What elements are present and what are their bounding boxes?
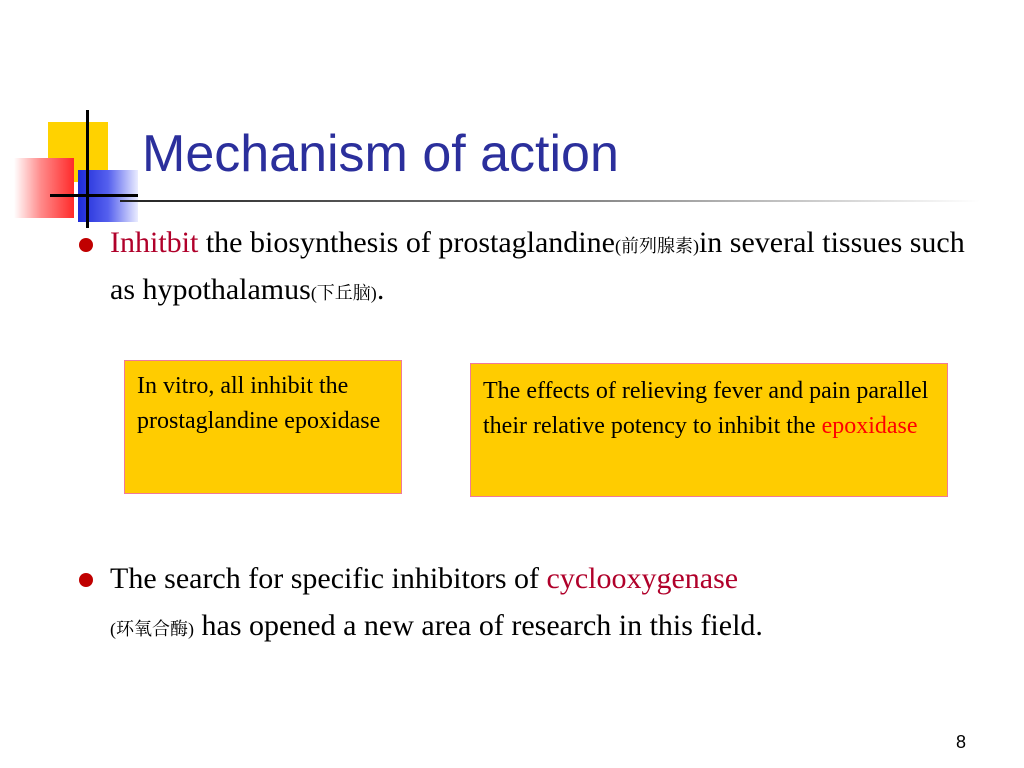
logo-vertical-line	[86, 110, 89, 228]
callout-in-vitro-text: In vitro, all inhibit the prostaglandine epoxidase	[137, 373, 381, 434]
bullet2-text-part1: The search for specific inhibitors of	[110, 562, 547, 595]
logo-red-square	[14, 158, 74, 218]
bullet-dot-2	[79, 573, 93, 587]
bullet-dot-1	[79, 238, 93, 252]
epoxidase-highlight: epoxidase	[821, 412, 918, 439]
chinese-prostaglandin: (前列腺素)	[614, 236, 699, 256]
callout-effects-text: The effects of relieving fever and pain parallel their relative potency to inhibit the	[483, 378, 929, 439]
bullet1-text-part1: the biosynthesis of prostaglandine	[198, 226, 615, 259]
chinese-cyclooxygenase: (环氧合酶)	[110, 618, 194, 639]
chinese-hypothalamus: (下丘脑)	[310, 282, 377, 303]
callout-box-in-vitro	[124, 360, 402, 494]
cyclooxygenase-highlight: cyclooxygenase	[546, 562, 739, 595]
inhibit-highlight: Inhitbit	[110, 226, 199, 259]
logo-horizontal-line	[50, 194, 138, 197]
callout-box-effects	[470, 363, 948, 497]
title-divider	[120, 200, 980, 202]
bullet-text-1	[110, 220, 970, 313]
bullet1-period: .	[376, 272, 385, 306]
bullet1-text-part2: in several tissues such as hypothalamus	[110, 226, 965, 306]
slide-title: Mechanism of action	[142, 125, 619, 183]
page-number: 8	[955, 732, 966, 752]
bullet-text-2	[110, 556, 960, 649]
bullet2-text-part2: has opened a new area of research in this field.	[194, 608, 763, 642]
